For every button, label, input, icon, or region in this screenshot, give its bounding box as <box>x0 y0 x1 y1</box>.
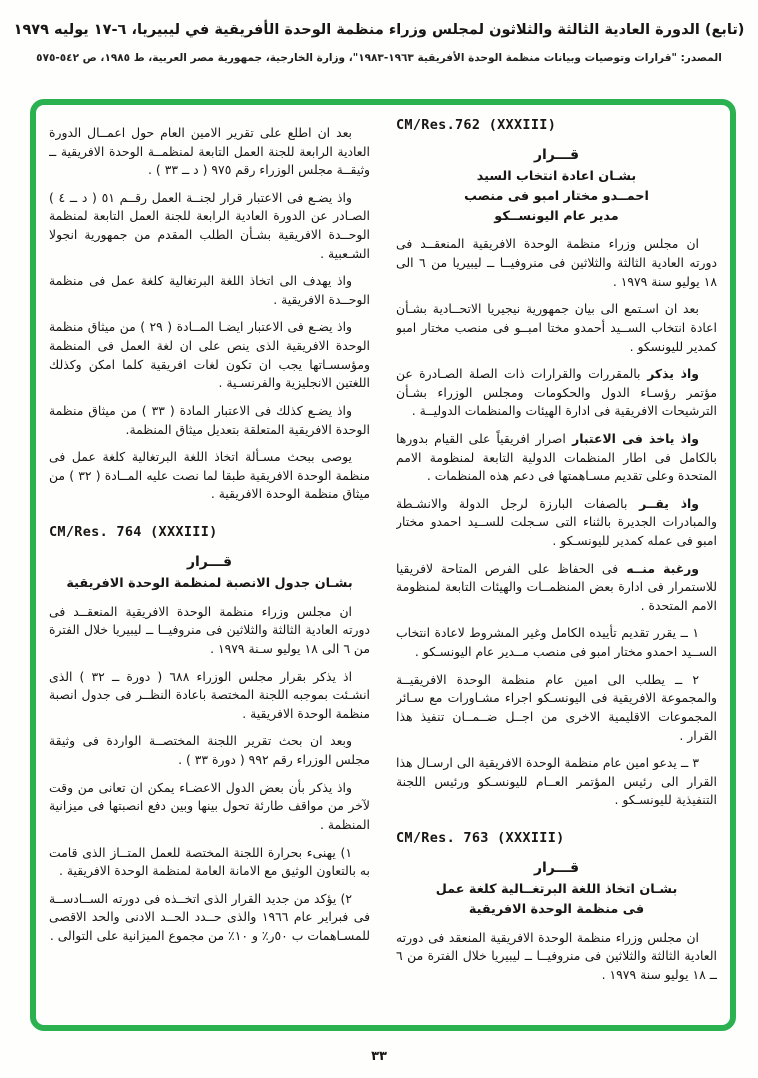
page-header <box>0 22 758 64</box>
paragraph: واذ يقــر بالصفات البارزة لرجل الدولة والانشـطة والمبادرات الجديرة بالثناء التى سـجلت للســيد احمدو مختار امبو فى عمله كمدير لليونسـكو . <box>396 495 717 549</box>
paragraph: واذ يضـع فى الاعتبار ايضـا المــادة ( ٢٩ ) من ميثاق منظمة الوحدة الافريقية الذى ينص على ان لغة العمل فى المنظمة ومؤسسـاتها يجب ان تكون لغات افريقية كلما امكن وكذلك اللغتين الانجليزية والفرنسـية . <box>49 319 370 391</box>
resolution-title: قـــرار <box>186 553 233 570</box>
resolution-subtitle: احمــدو مختار امبو فى منصب <box>464 188 649 204</box>
paragraph: ورغبة منــه فى الحفاظ على الفرص المتاحة لافريقيا للاستمرار فى ادارة بعض المنظمــات والهيئات التابعة لمنظومة الامم المتحدة . <box>396 560 717 613</box>
paragraph-lead: واذ يقــر <box>627 495 700 511</box>
paragraph: ٢ ــ يطلب الى امين عام منظمة الوحدة الافريقيــة والمجموعة الافريقية فى اليونسـكو اجراء مشـاورات مع سـائر المجموعات الاقليمية الاخرى من اجــل ضــمــان تنفيذ هذا القرار . <box>396 671 717 743</box>
paragraph: واذ يذكر بالمقررات والقرارات ذات الصلة الصـادرة عن مؤتمر رؤسـاء الدول والحكومات ومجلس الوزراء بشـأن الترشيحات الافريقية فى ادارة الهيئات والمنظمات الدوليــة . <box>396 366 717 419</box>
paragraph: بعد ان اطلع على تقرير الامين العام حول اعمــال الدورة العادية الرابعة للجنة العمل التابعة لمنظمــة الوحدة الافريقية ــ وثيقــة مجلس الوزراء رقم ٩٧٥ ( د ــ ٣٣ ) . <box>49 125 370 178</box>
resolution-subtitle: بشـان اعادة انتخاب السيد <box>476 169 637 184</box>
paragraph: ٣ ــ يدعو امين عام منظمة الوحدة الافريقية الى ارسـال هذا القرار الى رئيس المؤتمر العــام لليونسـكو ورئيس اللجنة التنفيذية لليونسـكو . <box>396 755 717 808</box>
resolution-subtitle: مدير عام اليونســكو <box>494 208 619 224</box>
resolution-title: قـــرار <box>533 859 580 876</box>
resolution-subtitle: بشـان جدول الانصبة لمنظمة الوحدة الافريقية <box>66 575 353 591</box>
paragraph: ١) يهنىء بحرارة اللجنة المختصة للعمل المتــاز الذى قامت به بالتعاون الوثيق مع الامانة العامة لمنظمة الوحدة الافريقية . <box>49 844 370 879</box>
paragraph: اذ يذكر بقرار مجلس الوزراء ٦٨٨ ( دورة ــ ٣٢ ) الذى انشـئت بموجبه اللجنة المختصة باعادة النظــر فى جدول انصبة منظمة الوحدة الافريقية . <box>49 668 370 721</box>
paragraph: ان مجلس وزراء منظمة الوحدة الافريقية المنعقــد فى دورته العادية الثالثة والثلاثين فى منروفيــا ــ ليبيريا خلال الفترة من ٦ الى ١٨ يوليو سـنة ١٩٧٩ . <box>49 603 370 657</box>
paragraph: واذ يهدف الى اتخاذ اللغة البرتغالية كلغة عمل فى منظمة الوحــدة الافريقية . <box>49 273 370 307</box>
paragraph-lead: واذ يذكر <box>640 366 699 382</box>
content-frame <box>30 99 736 1031</box>
paragraph: بعد ان اسـتمع الى بيان جمهورية نيجيريا الاتحــادية بشـأن اعادة انتخاب الســيد أحمدو مختا امبــو فى منصب مختار امبو كمدير لليونسكو . <box>396 301 717 354</box>
resolution-ref: CM/Res. 763 (XXXIII) <box>396 829 565 846</box>
resolution-subtitle: بشـان اتخاذ اللغة البرتغــالية كلغة عمل <box>435 881 678 897</box>
paragraph: واذ يذكر بأن بعض الدول الاعضـاء يمكن ان تعانى من وقت لآخر من مواقف طارئة تحول بينها وبين دفع انصبتها فى ميزانية المنظمة . <box>49 779 370 832</box>
paragraph: واذ يضـع فى الاعتبار قرار لجنــة العمل رقــم ٥١ ( د ــ ٤ ) الصـادر عن الدورة العادية الرابعة للجنة العمل التابعة لمنظمة الوحــدة الافريقية بشـأن الطلب المقدم من جمهورية انجولا الشـعبية . <box>49 189 370 261</box>
page-number: ٣٣ <box>371 1049 387 1064</box>
two-column-layout <box>36 105 730 1025</box>
column-left <box>49 115 370 1017</box>
resolution-ref: CM/Res. 764 (XXXIII) <box>49 523 218 540</box>
paragraph: وبعد ان بحث تقرير اللجنة المختصــة الواردة فى وثيقة مجلس الوزراء رقم ٩٩٢ ( دورة ٣٣ ) . <box>49 733 370 768</box>
resolution-ref: CM/Res.762 (XXXIII) <box>396 117 557 133</box>
paragraph: واذ يضـع كذلك فى الاعتبار المادة ( ٣٣ ) من ميثاق منظمة الوحدة الافريقية المتعلقة بتعديل ميثاق المنظمة. <box>49 402 370 437</box>
paragraph: ان مجلس وزراء منظمة الوحدة الافريقية المنعقــد فى دورته العادية الثالثة والثلاثين فى منروفيــا ــ ليبيريا من ٦ الى ١٨ يوليو سنة ١٩٧٩ . <box>396 236 717 289</box>
resolution-subtitle: فى منظمة الوحدة الافريقية <box>468 901 645 917</box>
column-right <box>396 115 717 1017</box>
paragraph: واذ ياخذ فى الاعتبار اصرار افريقياً على القيام بدورها بالكامل فى اطار المنظمات الدولية التابعة لمنظومة الامم المتحدة وعلى تقديم مسـاهمتها فى دعم هذه المنظمات . <box>396 430 717 484</box>
resolution-title: قـــرار <box>533 147 580 163</box>
paragraph-lead: ورغبة منــه <box>618 560 699 576</box>
paragraph: ٢) يؤكد من جديد القرار الذى اتخــذه فى دورته الســادســة فى فبراير عام ١٩٦٦ والذى حــدد الحــد الادنى والحد الاقصى للمسـاهمات ب ٥٠ر٪ و ١٠٪ من مجموع الميزانية على التوالى . <box>49 890 370 943</box>
paragraph: يوصى ببحث مسـألة اتخاذ اللغة البرتغالية كلغة عمل فى منظمة الوحدة الافريقية طبقا لما نصت عليه المــادة ( ٣٢ ) من ميثاق منظمة الوحدة الافريقية . <box>49 449 370 502</box>
header-source-line: المصدر: "قرارات وتوصيات وبيانات منظمة الوحدة الأفريقية ١٩٦٣-١٩٨٣"، وزارة الخارجية، جمهورية مصر العربية، ط ١٩٨٥، ص ٥٤٢-٥٧٥ <box>36 52 722 64</box>
paragraph: ١ ــ يقرر تقديم تأييده الكامل وغير المشروط لاعادة انتخاب الســيد احمدو مختار امبو فى منصب مــدير عام اليونسـكو . <box>396 625 717 660</box>
paragraph-lead: واذ ياخذ فى الاعتبار <box>565 430 699 446</box>
header-session-title: (تابع) الدورة العادية الثالثة والثلاثون لمجلس وزراء منظمة الوحدة الأفريقية في ليبيريا، ٦-١٧ يوليه ١٩٧٩ <box>13 22 745 38</box>
paragraph: ان مجلس وزراء منظمة الوحدة الافريقية المنعقد فى دورته العادية الثالثة والثلاثين فى منروفيــا ــ ليبيريا خلال الفترة من ٦ ــ ١٨ يوليو سنة ١٩٧٩ . <box>396 929 717 982</box>
